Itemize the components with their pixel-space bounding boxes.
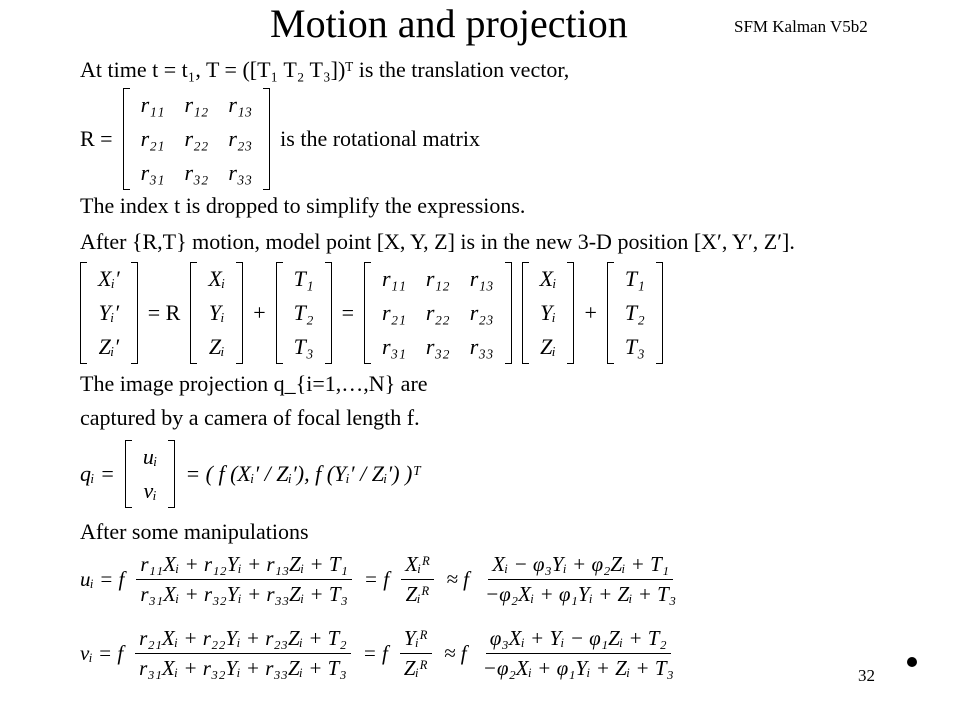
motion-description-line: After {R,T} motion, model point [X, Y, Z] is in the new 3-D position [X′, Y′, Z′]. xyxy=(80,229,795,254)
vector-cell: Xᵢ xyxy=(539,266,557,291)
u-equation xyxy=(80,552,684,607)
matrix-cell: r₁₁ xyxy=(140,92,165,117)
rotation-matrix-caption: is the rotational matrix xyxy=(280,126,480,151)
v-lhs: vᵢ = f xyxy=(80,641,124,665)
u-numerator-3: Xᵢ − φ₃Yᵢ + φ₂Zᵢ + T₁ xyxy=(488,552,673,580)
u-equals-f: = f xyxy=(363,567,390,591)
index-dropped-line: The index t is dropped to simplify the expressions. xyxy=(80,193,526,218)
model-point-vector-2 xyxy=(522,262,575,364)
u-denominator-2: Zᵢᴿ xyxy=(405,582,430,606)
u-fraction-1 xyxy=(136,552,351,607)
vector-cell: T₂ xyxy=(293,300,314,325)
matrix-cell: r₃₁ xyxy=(140,160,165,185)
matrix-cell: r₂₂ xyxy=(184,126,209,151)
v-numerator-3: φ₃Xᵢ + Yᵢ − φ₁Zᵢ + T₂ xyxy=(486,626,671,654)
slide-title: Motion and projection xyxy=(270,1,628,46)
matrix-cell: r₂₃ xyxy=(469,300,494,325)
matrix-cell: r₃₁ xyxy=(381,334,406,359)
v-fraction-2 xyxy=(400,626,432,681)
vector-cell: Xᵢ xyxy=(208,266,226,291)
new-position-vector xyxy=(80,262,138,364)
matrix-cell: r₂₂ xyxy=(425,300,450,325)
rotation-matrix xyxy=(123,88,271,190)
vector-cell: Yᵢ xyxy=(208,300,225,325)
matrix-cell: r₃₂ xyxy=(425,334,450,359)
vector-cell: T₂ xyxy=(624,300,645,325)
vector-cell: T₃ xyxy=(624,334,645,359)
model-point-vector xyxy=(190,262,243,364)
u-fraction-3 xyxy=(481,552,680,607)
projection-equation xyxy=(80,440,421,508)
matrix-cell: r₃₃ xyxy=(469,334,494,359)
matrix-cell: r₁₃ xyxy=(469,266,494,291)
vector-cell: Zᵢ xyxy=(208,334,225,359)
v-equals-f: = f xyxy=(362,641,388,665)
plus-sign: + xyxy=(584,300,597,325)
vector-cell: vᵢ xyxy=(143,478,157,503)
u-denominator-3: −φ₂Xᵢ + φ₁Yᵢ + Zᵢ + T₃ xyxy=(484,582,677,606)
vector-cell: Yᵢ′ xyxy=(98,300,120,325)
matrix-cell: r₂₁ xyxy=(381,300,406,325)
projection-rhs: = ( f (Xᵢ′ / Zᵢ′), f (Yᵢ′ / Zᵢ′) )ᵀ xyxy=(185,461,421,486)
translation-vector xyxy=(276,262,332,364)
vector-cell: Zᵢ′ xyxy=(98,334,120,359)
u-approx-f: ≈ f xyxy=(446,567,469,591)
matrix-cell: r₁₂ xyxy=(184,92,209,117)
equals-r: = R xyxy=(147,300,181,325)
matrix-cell: r₂₃ xyxy=(228,126,253,151)
u-numerator-2: Xᵢᴿ xyxy=(401,552,434,580)
vector-cell: T₁ xyxy=(624,266,645,291)
rotation-matrix-lhs: R = xyxy=(80,126,113,151)
v-equation xyxy=(80,626,682,681)
vector-cell: T₃ xyxy=(293,334,314,359)
plus-sign: + xyxy=(253,300,266,325)
v-denominator-2: Zᵢᴿ xyxy=(403,656,429,680)
v-denominator-3: −φ₂Xᵢ + φ₁Yᵢ + Zᵢ + T₃ xyxy=(482,656,674,680)
page-number: 32 xyxy=(858,666,875,685)
vector-cell: uᵢ xyxy=(142,444,158,469)
camera-line: captured by a camera of focal length f. xyxy=(80,405,420,430)
vector-cell: T₁ xyxy=(293,266,314,291)
v-approx-f: ≈ f xyxy=(444,641,467,665)
matrix-cell: r₁₂ xyxy=(425,266,450,291)
matrix-cell: r₃₃ xyxy=(228,160,253,185)
v-numerator-2: Yᵢᴿ xyxy=(400,626,432,654)
matrix-cell: r₃₂ xyxy=(184,160,209,185)
uv-vector xyxy=(125,440,175,508)
vector-cell: Zᵢ xyxy=(540,334,556,359)
projection-lhs: qᵢ = xyxy=(80,461,115,486)
matrix-cell: r₂₁ xyxy=(140,126,165,151)
u-numerator-1: r₁₁Xᵢ + r₁₂Yᵢ + r₁₃Zᵢ + T₁ xyxy=(136,552,351,580)
motion-equation xyxy=(80,262,663,364)
v-fraction-3 xyxy=(479,626,678,681)
slide-tag: SFM Kalman V5b2 xyxy=(734,17,868,36)
rotation-matrix-expanded xyxy=(364,262,512,364)
vector-cell: Yᵢ xyxy=(540,300,556,325)
bullet-dot-icon xyxy=(907,657,917,667)
manipulations-line: After some manipulations xyxy=(80,519,309,544)
v-denominator-1: r₃₁Xᵢ + r₃₂Yᵢ + r₃₃Zᵢ + T₃ xyxy=(139,656,347,680)
v-fraction-1 xyxy=(135,626,350,681)
matrix-cell: r₁₁ xyxy=(381,266,406,291)
v-numerator-1: r₂₁Xᵢ + r₂₂Yᵢ + r₂₃Zᵢ + T₂ xyxy=(135,626,350,654)
translation-vector-line: At time t = t₁, T = ([T₁ T₂ T₃])ᵀ is the translation vector, xyxy=(80,57,570,82)
projection-line: The image projection q_{i=1,…,N} are xyxy=(80,371,428,396)
matrix-cell: r₁₃ xyxy=(228,92,253,117)
rotation-matrix-row xyxy=(80,88,480,190)
vector-cell: Xᵢ′ xyxy=(98,266,120,291)
u-fraction-2 xyxy=(401,552,434,607)
u-lhs: uᵢ = f xyxy=(80,567,125,591)
u-denominator-1: r₃₁Xᵢ + r₃₂Yᵢ + r₃₃Zᵢ + T₃ xyxy=(140,582,348,606)
equals-sign: = xyxy=(341,300,354,325)
translation-vector-2 xyxy=(607,262,663,364)
